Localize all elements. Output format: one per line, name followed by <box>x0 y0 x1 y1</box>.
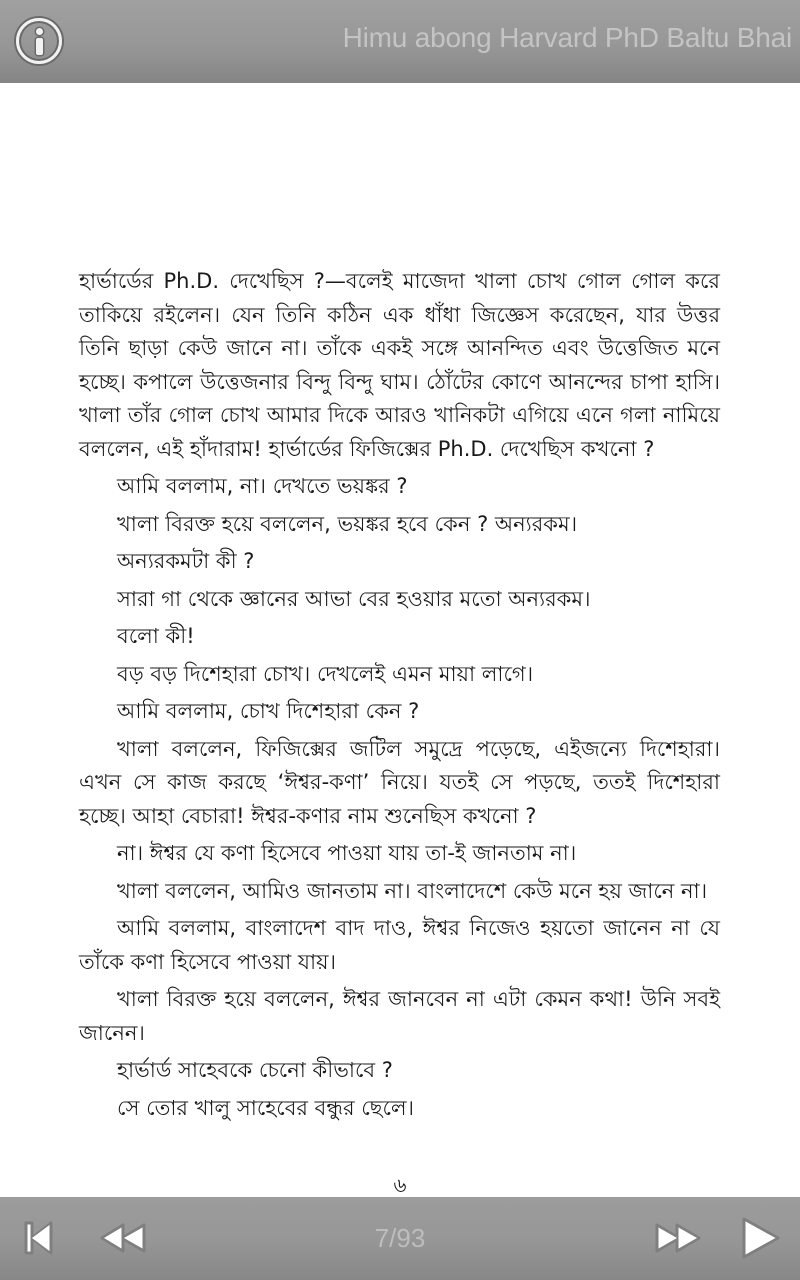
paragraph: সে তোর খালু সাহেবের বন্ধুর ছেলে। <box>117 1095 415 1120</box>
paragraph: আমি বললাম, বাংলাদেশ বাদ দাও, ঈশ্বর নিজেও হয়তো জানেন না যে তাঁকে কণা হিসেবে পাওয়া যায়। <box>79 916 720 974</box>
fast-forward-icon <box>652 1221 702 1255</box>
paragraph: হার্ভার্ডের Ph.D. দেখেছিস ?—বলেই মাজেদা খালা চোখ গোল গোল করে তাকিয়ে রইলেন। যেন তিনি কঠিন এক ধাঁধা জিজ্ঞেস করেছেন, যার উত্তর তিনি ছাড়া কেউ জানে না। তাঁকে একই সঙ্গে আনন্দিত এবং উত্তেজিত মনে হচ্ছে। কপালে উত্তেজনার বিন্দু বিন্দু ঘাম। ঠোঁটের কোণে আনন্দের চাপা হাসি। খালা তাঁর গোল চোখ আমার দিকে আরও খানিকটা এগিয়ে এনে গলা নামিয়ে বললেন, এই হাঁদারাম! হার্ভার্ডের ফিজিক্সের Ph.D. দেখেছিস কখনো ? <box>79 269 720 461</box>
paragraph: হার্ভার্ড সাহেবকে চেনো কীভাবে ? <box>117 1058 393 1082</box>
paragraph: বড় বড় দিশেহারা চোখ। দেখলেই এমন মায়া লাগে। <box>117 661 534 686</box>
page-text <box>79 265 720 1129</box>
fast-forward-button[interactable] <box>652 1221 702 1255</box>
paragraph: খালা বিরক্ত হয়ে বললেন, ভয়ঙ্কর হবে কেন ? অন্যরকম। <box>117 511 578 536</box>
paragraph: অন্যরকমটা কী ? <box>117 549 255 573</box>
bottom-toolbar <box>0 1197 800 1280</box>
page-counter: 7/93 <box>374 1223 426 1253</box>
printed-page-number: ৬ <box>393 1173 407 1197</box>
paragraph: সারা গা থেকে জ্ঞানের আভা বের হওয়ার মতো অন্যরকম। <box>117 586 591 611</box>
paragraph: খালা বললেন, ফিজিক্সের জটিল সমুদ্রে পড়েছে, এইজন্যে দিশেহারা। এখন সে কাজ করছে ‘ঈশ্বর-কণা’ নিয়ে। যতই সে পড়ছে, ততই দিশেহারা হচ্ছে। আহা বেচারা! ঈশ্বর-কণার নাম শুনেছিস কখনো ? <box>79 736 720 828</box>
paragraph: খালা বিরক্ত হয়ে বললেন, ঈশ্বর জানবেন না এটা কেমন কথা! উনি সবই জানেন। <box>79 987 720 1045</box>
book-page[interactable] <box>0 83 800 1197</box>
top-toolbar <box>0 0 800 83</box>
next-page-button[interactable] <box>740 1215 782 1261</box>
play-icon <box>740 1215 782 1261</box>
book-title: Himu abong Harvard PhD Baltu Bhai <box>342 22 792 53</box>
paragraph: না। ঈশ্বর যে কণা হিসেবে পাওয়া যায় তা-ই জানতাম না। <box>117 841 577 865</box>
paragraph: খালা বললেন, আমিও জানতাম না। বাংলাদেশে কেউ মনে হয় জানে না। <box>117 878 708 903</box>
paragraph: বলো কী! <box>117 624 195 648</box>
paragraph: আমি বললাম, না। দেখতে ভয়ঙ্কর ? <box>117 474 408 498</box>
paragraph: আমি বললাম, চোখ দিশেহারা কেন ? <box>117 699 420 723</box>
info-button[interactable] <box>16 18 62 64</box>
